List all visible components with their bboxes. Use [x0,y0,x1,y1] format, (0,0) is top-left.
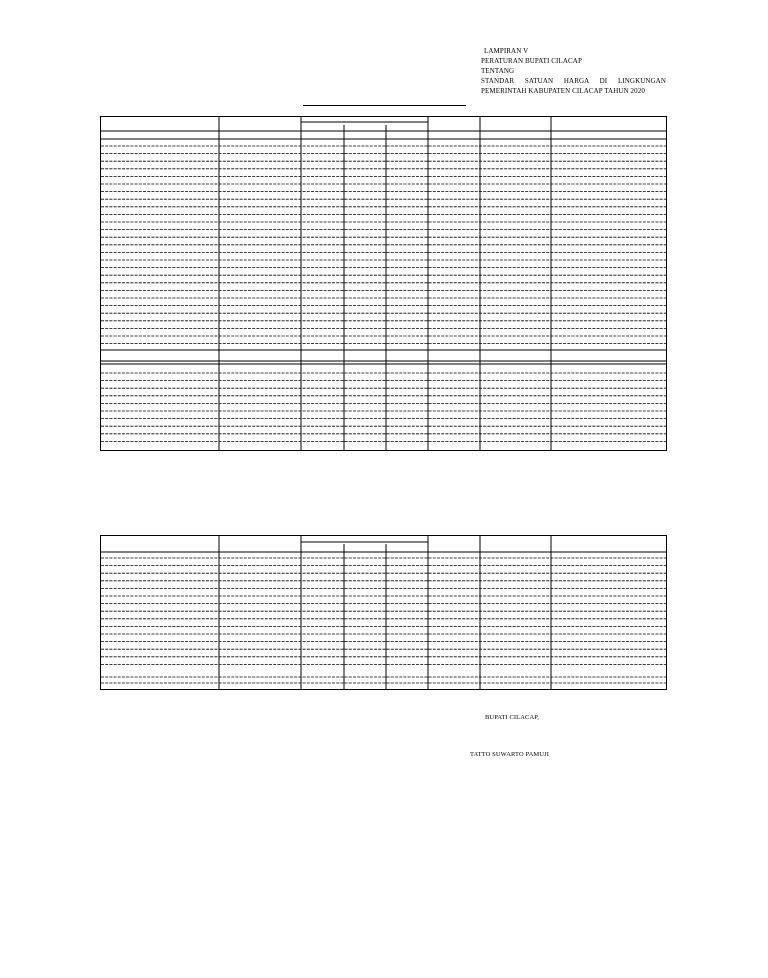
regulation-label: PERATURAN BUPATI CILACAP [481,57,582,65]
document-header [481,46,666,96]
price-table-1 [100,116,667,451]
subject-line-1: STANDAR SATUAN HARGA DI LINGKUNGAN [481,77,666,85]
subject-line-2: PEMERINTAH KABUPATEN CILACAP TAHUN 2020 [481,87,645,95]
about-label: TENTANG [481,67,515,75]
price-table-2-grid [101,536,666,689]
attachment-label: LAMPIRAN V [484,47,529,55]
title-underline [303,105,466,106]
price-table-1-grid [101,117,666,450]
signatory-name: TATTO SUWARTO PAMUJI [470,751,549,758]
signature-title: BUPATI CILACAP, [485,714,539,721]
price-table-2 [100,535,667,690]
